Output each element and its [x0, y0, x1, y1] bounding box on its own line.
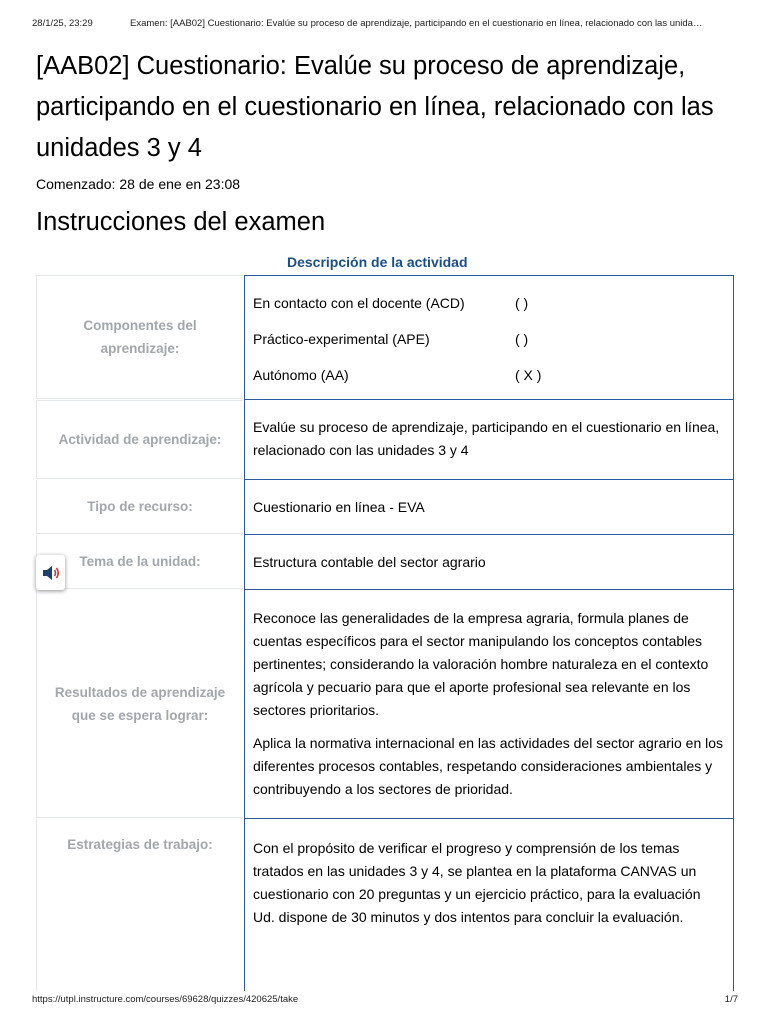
option-aa — [253, 364, 542, 387]
option-aa-mark: ( X ) — [515, 367, 542, 383]
outcomes-label-text: Resultados de aprendizaje que se espera lograr: — [54, 684, 226, 723]
option-ape-name: Práctico-experimental (APE) — [253, 331, 430, 347]
option-ape — [253, 328, 529, 351]
outcomes-paragraph-2: Aplica la normativa internacional en las actividades del sector agrario en los diferentes procesos contables, respetando consideraciones ambientales y contribuyendo a los sectores de prioridad. — [253, 735, 724, 797]
components-label-text: Componentes del aprendizaje: — [83, 318, 197, 356]
strategies-value: Con el propósito de verificar el progreso y comprensión de los temas tratados en las unidades 3 y 4, se plantea en la plataforma CANVAS un cuestionario con 20 preguntas y un ejercicio práctico, para la evaluación Ud. dispone de 30 minutos y dos intentos para concluir la evaluación. — [253, 840, 701, 925]
outcomes-cell — [245, 590, 733, 819]
unit-topic-cell — [245, 535, 733, 590]
strategies-cell — [245, 819, 733, 991]
print-page-title: Examen: [AAB02] Cuestionario: Evalúe su proceso de aprendizaje, participando en el cuestionario en línea, relacionado con las unida… — [130, 18, 703, 29]
activity-cell — [245, 400, 733, 480]
strategies-label-text: Estrategias de trabajo: — [67, 837, 213, 852]
resource-value: Cuestionario en línea - EVA — [253, 498, 425, 515]
strategies-label — [36, 819, 243, 991]
resource-cell — [245, 480, 733, 535]
components-label — [36, 275, 243, 399]
unit-topic-label-text: Tema de la unidad: — [79, 554, 201, 569]
option-ape-mark: ( ) — [515, 331, 529, 347]
unit-topic-value: Estructura contable del sector agrario — [253, 553, 486, 570]
started-value: 28 de ene en 23:08 — [119, 176, 241, 192]
print-page-number: 1/7 — [724, 994, 738, 1005]
print-datetime: 28/1/25, 23:29 — [32, 18, 93, 29]
option-aa-name: Autónomo (AA) — [253, 367, 349, 383]
started-label: Comenzado: — [36, 176, 116, 192]
activity-value: Evalúe su proceso de aprendizaje, participando en el cuestionario en línea, relacionado con las unidades 3 y 4 — [253, 419, 720, 458]
print-header — [32, 18, 742, 29]
unit-topic-label — [36, 535, 243, 589]
resource-label — [36, 480, 243, 534]
activity-label — [36, 400, 243, 479]
quiz-started — [36, 176, 244, 192]
instructions-heading: Instrucciones del examen — [36, 208, 326, 236]
table-caption: Descripción de la actividad — [287, 254, 468, 270]
print-url: https://utpl.instructure.com/courses/69628/quizzes/420625/take — [32, 994, 299, 1005]
activity-label-text: Actividad de aprendizaje: — [58, 432, 222, 447]
outcomes-label — [36, 590, 243, 818]
audio-button[interactable] — [36, 555, 65, 590]
description-table — [244, 275, 734, 991]
speaker-icon — [41, 565, 61, 581]
resource-label-text: Tipo de recurso: — [87, 499, 193, 514]
option-acd-mark: ( ) — [515, 295, 529, 311]
print-footer — [32, 994, 738, 1005]
outcomes-paragraph-1: Reconoce las generalidades de la empresa agraria, formula planes de cuentas específicos para el sector manipulando los conceptos contables pertinentes; considerando la valoración hombre naturaleza en el contexto agrícola y pecuario para que el aporte profesional sea relevante en los sectores prioritarios. — [253, 610, 709, 718]
components-cell — [245, 276, 733, 400]
option-acd-name: En contacto con el docente (ACD) — [253, 295, 465, 311]
option-acd — [253, 292, 529, 315]
quiz-title: [AAB02] Cuestionario: Evalúe su proceso de aprendizaje, participando en el cuestionario en línea, relacionado con las unidades 3 y 4 — [36, 52, 714, 162]
